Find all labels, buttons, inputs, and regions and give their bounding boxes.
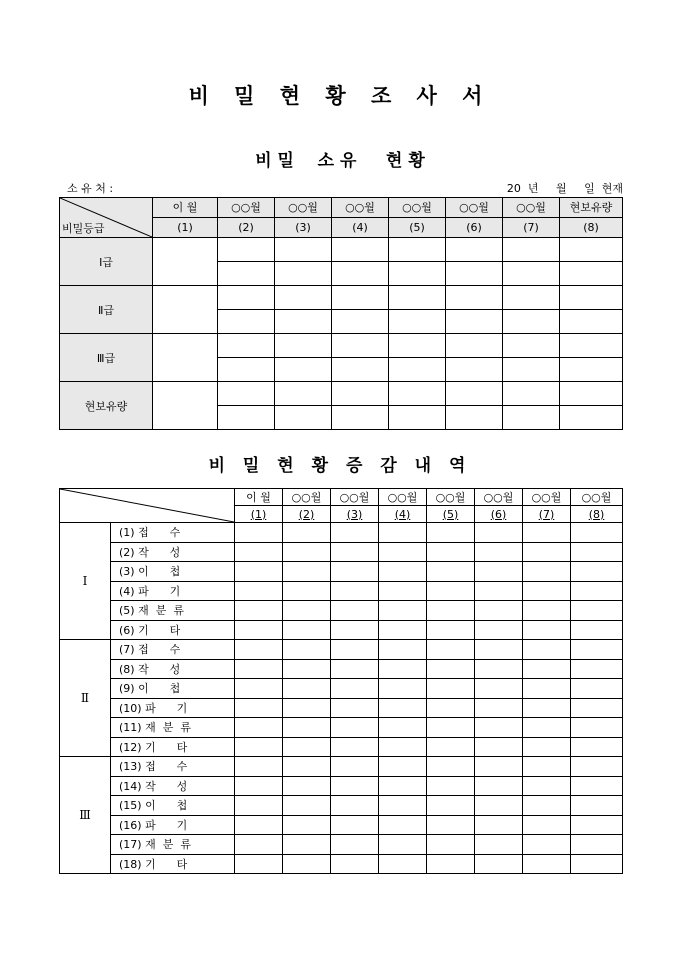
item-label: (5) 재 분 류 <box>111 601 235 621</box>
blank-cell[interactable] <box>475 757 523 777</box>
item-label: (13) 접 수 <box>111 757 235 777</box>
blank-cell[interactable] <box>235 698 283 718</box>
blank-cell[interactable] <box>235 679 283 699</box>
blank-cell[interactable] <box>379 581 427 601</box>
blank-cell[interactable] <box>560 334 623 358</box>
group-label: Ⅰ <box>60 523 111 640</box>
blank-cell[interactable] <box>331 737 379 757</box>
blank-cell[interactable] <box>427 854 475 874</box>
blank-cell[interactable] <box>427 815 475 835</box>
month-header: ○○월 <box>475 489 523 506</box>
month-header: ○○월 <box>379 489 427 506</box>
grade-label: Ⅰ급 <box>60 238 153 286</box>
month-header: ○○월 <box>283 489 331 506</box>
month-number: (6) <box>446 218 503 238</box>
blank-cell[interactable] <box>523 601 571 621</box>
blank-cell[interactable] <box>389 262 446 286</box>
blank-cell[interactable] <box>331 542 379 562</box>
blank-cell[interactable] <box>475 542 523 562</box>
month-number: (8) <box>571 506 623 523</box>
item-label: (4) 파 기 <box>111 581 235 601</box>
blank-cell[interactable] <box>475 640 523 660</box>
blank-cell[interactable] <box>503 286 560 310</box>
blank-cell[interactable] <box>571 581 623 601</box>
blank-cell[interactable] <box>153 382 218 430</box>
blank-cell[interactable] <box>283 581 331 601</box>
blank-cell[interactable] <box>331 601 379 621</box>
blank-cell[interactable] <box>283 698 331 718</box>
date-text: 20 년 월 일 현재 <box>506 182 623 195</box>
item-label: (6) 기 타 <box>111 620 235 640</box>
blank-cell[interactable] <box>283 640 331 660</box>
table-row <box>60 737 623 757</box>
blank-cell[interactable] <box>571 835 623 855</box>
month-header: ○○월 <box>446 198 503 218</box>
blank-cell[interactable] <box>427 757 475 777</box>
blank-cell[interactable] <box>427 659 475 679</box>
month-number: (1) <box>235 506 283 523</box>
month-number: (6) <box>475 506 523 523</box>
month-header: 현보유량 <box>560 198 623 218</box>
blank-cell[interactable] <box>446 310 503 334</box>
blank-cell[interactable] <box>153 286 218 334</box>
blank-cell[interactable] <box>571 796 623 816</box>
blank-cell[interactable] <box>235 835 283 855</box>
blank-cell[interactable] <box>283 776 331 796</box>
blank-cell[interactable] <box>475 698 523 718</box>
item-label: (2) 작 성 <box>111 542 235 562</box>
corner-label: 비밀등급 <box>62 222 105 235</box>
blank-cell[interactable] <box>235 523 283 543</box>
blank-cell[interactable] <box>446 382 503 406</box>
blank-cell[interactable] <box>427 601 475 621</box>
month-number: (7) <box>503 218 560 238</box>
item-label: (7) 접 수 <box>111 640 235 660</box>
blank-cell[interactable] <box>571 679 623 699</box>
blank-cell[interactable] <box>379 796 427 816</box>
blank-cell[interactable] <box>283 796 331 816</box>
blank-cell[interactable] <box>427 640 475 660</box>
blank-cell[interactable] <box>503 382 560 406</box>
month-number: (5) <box>427 506 475 523</box>
section1-title-part: 비 밀 <box>255 151 294 171</box>
blank-cell[interactable] <box>153 334 218 382</box>
blank-cell[interactable] <box>427 835 475 855</box>
item-label: (14) 작 성 <box>111 776 235 796</box>
holdings-table <box>59 197 623 430</box>
blank-cell[interactable] <box>218 382 275 406</box>
blank-cell[interactable] <box>523 640 571 660</box>
blank-cell[interactable] <box>571 523 623 543</box>
blank-cell[interactable] <box>331 562 379 582</box>
blank-cell[interactable] <box>235 581 283 601</box>
blank-cell[interactable] <box>427 620 475 640</box>
blank-cell[interactable] <box>235 776 283 796</box>
blank-cell[interactable] <box>283 835 331 855</box>
table-row <box>60 620 623 640</box>
blank-cell[interactable] <box>379 698 427 718</box>
blank-cell[interactable] <box>218 286 275 310</box>
table-row <box>60 815 623 835</box>
table-row <box>60 854 623 874</box>
blank-cell[interactable] <box>475 620 523 640</box>
blank-cell[interactable] <box>560 286 623 310</box>
blank-cell[interactable] <box>283 679 331 699</box>
blank-cell[interactable] <box>427 776 475 796</box>
blank-cell[interactable] <box>235 659 283 679</box>
blank-cell[interactable] <box>331 776 379 796</box>
blank-cell[interactable] <box>560 382 623 406</box>
grade-row <box>60 382 623 406</box>
blank-cell[interactable] <box>379 523 427 543</box>
blank-cell[interactable] <box>523 815 571 835</box>
item-label: (18) 기 타 <box>111 854 235 874</box>
blank-cell[interactable] <box>446 334 503 358</box>
month-header: 이 월 <box>153 198 218 218</box>
blank-cell[interactable] <box>523 542 571 562</box>
blank-cell[interactable] <box>275 382 332 406</box>
blank-cell[interactable] <box>283 542 331 562</box>
blank-cell[interactable] <box>235 601 283 621</box>
blank-cell[interactable] <box>283 854 331 874</box>
blank-cell[interactable] <box>332 310 389 334</box>
month-number: (2) <box>218 218 275 238</box>
blank-cell[interactable] <box>446 358 503 382</box>
changes-table <box>59 488 623 874</box>
blank-cell[interactable] <box>475 815 523 835</box>
blank-cell[interactable] <box>475 679 523 699</box>
blank-cell[interactable] <box>523 776 571 796</box>
month-number: (1) <box>153 218 218 238</box>
blank-cell[interactable] <box>560 238 623 262</box>
item-label: (12) 기 타 <box>111 737 235 757</box>
blank-cell[interactable] <box>218 262 275 286</box>
corner-header <box>60 489 235 523</box>
month-header: ○○월 <box>523 489 571 506</box>
blank-cell[interactable] <box>379 854 427 874</box>
blank-cell[interactable] <box>235 854 283 874</box>
blank-cell[interactable] <box>218 238 275 262</box>
group-label: Ⅲ <box>60 757 111 874</box>
blank-cell[interactable] <box>332 382 389 406</box>
blank-cell[interactable] <box>331 698 379 718</box>
blank-cell[interactable] <box>389 286 446 310</box>
blank-cell[interactable] <box>523 659 571 679</box>
table-row <box>60 776 623 796</box>
blank-cell[interactable] <box>331 523 379 543</box>
blank-cell[interactable] <box>571 562 623 582</box>
blank-cell[interactable] <box>389 334 446 358</box>
blank-cell[interactable] <box>218 358 275 382</box>
blank-cell[interactable] <box>235 542 283 562</box>
blank-cell[interactable] <box>331 815 379 835</box>
blank-cell[interactable] <box>332 406 389 430</box>
month-header: ○○월 <box>571 489 623 506</box>
blank-cell[interactable] <box>389 406 446 430</box>
blank-cell[interactable] <box>283 815 331 835</box>
blank-cell[interactable] <box>331 620 379 640</box>
month-number: (3) <box>331 506 379 523</box>
blank-cell[interactable] <box>427 581 475 601</box>
blank-cell[interactable] <box>331 718 379 738</box>
blank-cell[interactable] <box>446 262 503 286</box>
blank-cell[interactable] <box>379 640 427 660</box>
blank-cell[interactable] <box>523 835 571 855</box>
grade-row <box>60 286 623 310</box>
table-row <box>60 698 623 718</box>
month-number: (2) <box>283 506 331 523</box>
blank-cell[interactable] <box>331 757 379 777</box>
table-row <box>60 659 623 679</box>
blank-cell[interactable] <box>283 659 331 679</box>
blank-cell[interactable] <box>571 698 623 718</box>
month-number: (8) <box>560 218 623 238</box>
blank-cell[interactable] <box>218 334 275 358</box>
blank-cell[interactable] <box>283 718 331 738</box>
blank-cell[interactable] <box>571 737 623 757</box>
blank-cell[interactable] <box>560 358 623 382</box>
blank-cell[interactable] <box>446 238 503 262</box>
blank-cell[interactable] <box>218 406 275 430</box>
blank-cell[interactable] <box>523 737 571 757</box>
month-number: (4) <box>332 218 389 238</box>
owner-label: 소 유 처 : <box>67 182 114 195</box>
blank-cell[interactable] <box>331 659 379 679</box>
blank-cell[interactable] <box>475 796 523 816</box>
blank-cell[interactable] <box>427 796 475 816</box>
blank-cell[interactable] <box>475 737 523 757</box>
blank-cell[interactable] <box>389 358 446 382</box>
blank-cell[interactable] <box>379 835 427 855</box>
blank-cell[interactable] <box>235 757 283 777</box>
item-label: (3) 이 첩 <box>111 562 235 582</box>
blank-cell[interactable] <box>571 757 623 777</box>
blank-cell[interactable] <box>332 358 389 382</box>
blank-cell[interactable] <box>523 698 571 718</box>
blank-cell[interactable] <box>475 718 523 738</box>
month-header: ○○월 <box>218 198 275 218</box>
grade-label: Ⅱ급 <box>60 286 153 334</box>
section1-title <box>0 146 680 171</box>
group-label: Ⅱ <box>60 640 111 757</box>
month-number: (7) <box>523 506 571 523</box>
month-header: ○○월 <box>389 198 446 218</box>
blank-cell[interactable] <box>389 382 446 406</box>
blank-cell[interactable] <box>427 718 475 738</box>
blank-cell[interactable] <box>571 542 623 562</box>
grade-row <box>60 238 623 262</box>
blank-cell[interactable] <box>283 620 331 640</box>
blank-cell[interactable] <box>446 406 503 430</box>
blank-cell[interactable] <box>379 562 427 582</box>
blank-cell[interactable] <box>275 358 332 382</box>
table-row <box>60 523 623 543</box>
blank-cell[interactable] <box>560 406 623 430</box>
blank-cell[interactable] <box>571 815 623 835</box>
month-header: ○○월 <box>331 489 379 506</box>
blank-cell[interactable] <box>332 262 389 286</box>
table-row <box>60 757 623 777</box>
item-label: (17) 재 분 류 <box>111 835 235 855</box>
blank-cell[interactable] <box>523 620 571 640</box>
blank-cell[interactable] <box>427 679 475 699</box>
blank-cell[interactable] <box>275 334 332 358</box>
table-row <box>60 640 623 660</box>
grade-label: Ⅲ급 <box>60 334 153 382</box>
item-label: (1) 접 수 <box>111 523 235 543</box>
grade-row <box>60 334 623 358</box>
blank-cell[interactable] <box>331 835 379 855</box>
blank-cell[interactable] <box>235 620 283 640</box>
section2-title: 비 밀 현 황 증 감 내 역 <box>208 456 472 476</box>
blank-cell[interactable] <box>283 601 331 621</box>
blank-cell[interactable] <box>571 640 623 660</box>
grade-label: 현보유량 <box>60 382 153 430</box>
item-label: (15) 이 첩 <box>111 796 235 816</box>
month-header: ○○월 <box>275 198 332 218</box>
blank-cell[interactable] <box>235 562 283 582</box>
item-label: (10) 파 기 <box>111 698 235 718</box>
blank-cell[interactable] <box>475 562 523 582</box>
blank-cell[interactable] <box>379 659 427 679</box>
blank-cell[interactable] <box>379 815 427 835</box>
blank-cell[interactable] <box>560 310 623 334</box>
blank-cell[interactable] <box>283 562 331 582</box>
table-row <box>60 581 623 601</box>
table-row <box>60 542 623 562</box>
blank-cell[interactable] <box>503 238 560 262</box>
blank-cell[interactable] <box>379 601 427 621</box>
blank-cell[interactable] <box>332 334 389 358</box>
blank-cell[interactable] <box>503 358 560 382</box>
table-row <box>60 601 623 621</box>
blank-cell[interactable] <box>379 737 427 757</box>
blank-cell[interactable] <box>503 334 560 358</box>
blank-cell[interactable] <box>446 286 503 310</box>
blank-cell[interactable] <box>475 776 523 796</box>
blank-cell[interactable] <box>275 310 332 334</box>
blank-cell[interactable] <box>427 542 475 562</box>
blank-cell[interactable] <box>571 854 623 874</box>
blank-cell[interactable] <box>523 854 571 874</box>
table-row <box>60 679 623 699</box>
blank-cell[interactable] <box>331 679 379 699</box>
month-header: ○○월 <box>503 198 560 218</box>
blank-cell[interactable] <box>475 523 523 543</box>
month-number: (3) <box>275 218 332 238</box>
blank-cell[interactable] <box>275 286 332 310</box>
month-header: ○○월 <box>427 489 475 506</box>
month-number: (5) <box>389 218 446 238</box>
blank-cell[interactable] <box>475 835 523 855</box>
blank-cell[interactable] <box>523 718 571 738</box>
blank-cell[interactable] <box>379 620 427 640</box>
blank-cell[interactable] <box>571 620 623 640</box>
blank-cell[interactable] <box>560 262 623 286</box>
month-header: ○○월 <box>332 198 389 218</box>
blank-cell[interactable] <box>503 406 560 430</box>
blank-cell[interactable] <box>275 262 332 286</box>
blank-cell[interactable] <box>331 854 379 874</box>
blank-cell[interactable] <box>523 523 571 543</box>
blank-cell[interactable] <box>503 262 560 286</box>
item-label: (16) 파 기 <box>111 815 235 835</box>
blank-cell[interactable] <box>379 757 427 777</box>
blank-cell[interactable] <box>283 523 331 543</box>
blank-cell[interactable] <box>523 581 571 601</box>
table-row <box>60 835 623 855</box>
blank-cell[interactable] <box>475 854 523 874</box>
blank-cell[interactable] <box>427 523 475 543</box>
blank-cell[interactable] <box>389 310 446 334</box>
corner-header <box>60 198 153 238</box>
blank-cell[interactable] <box>332 286 389 310</box>
blank-cell[interactable] <box>379 718 427 738</box>
blank-cell[interactable] <box>475 601 523 621</box>
blank-cell[interactable] <box>571 659 623 679</box>
blank-cell[interactable] <box>389 238 446 262</box>
blank-cell[interactable] <box>427 562 475 582</box>
blank-cell[interactable] <box>235 815 283 835</box>
section1-title-part: 소 유 <box>317 151 357 171</box>
blank-cell[interactable] <box>235 796 283 816</box>
blank-cell[interactable] <box>153 238 218 286</box>
blank-cell[interactable] <box>523 757 571 777</box>
blank-cell[interactable] <box>427 698 475 718</box>
blank-cell[interactable] <box>218 310 275 334</box>
blank-cell[interactable] <box>379 542 427 562</box>
blank-cell[interactable] <box>331 640 379 660</box>
blank-cell[interactable] <box>379 679 427 699</box>
blank-cell[interactable] <box>571 718 623 738</box>
blank-cell[interactable] <box>332 238 389 262</box>
blank-cell[interactable] <box>235 640 283 660</box>
blank-cell[interactable] <box>571 601 623 621</box>
blank-cell[interactable] <box>275 406 332 430</box>
section1-title-part: 현 황 <box>386 151 425 171</box>
blank-cell[interactable] <box>331 796 379 816</box>
blank-cell[interactable] <box>235 718 283 738</box>
blank-cell[interactable] <box>475 581 523 601</box>
blank-cell[interactable] <box>427 737 475 757</box>
item-label: (9) 이 첩 <box>111 679 235 699</box>
blank-cell[interactable] <box>475 659 523 679</box>
blank-cell[interactable] <box>571 776 623 796</box>
month-number: (4) <box>379 506 427 523</box>
blank-cell[interactable] <box>379 776 427 796</box>
table-row <box>60 718 623 738</box>
blank-cell[interactable] <box>235 737 283 757</box>
item-label: (11) 재 분 류 <box>111 718 235 738</box>
table-row <box>60 796 623 816</box>
item-label: (8) 작 성 <box>111 659 235 679</box>
blank-cell[interactable] <box>523 796 571 816</box>
blank-cell[interactable] <box>283 737 331 757</box>
blank-cell[interactable] <box>523 562 571 582</box>
blank-cell[interactable] <box>503 310 560 334</box>
table-row <box>60 562 623 582</box>
blank-cell[interactable] <box>523 679 571 699</box>
blank-cell[interactable] <box>283 757 331 777</box>
blank-cell[interactable] <box>275 238 332 262</box>
page-title: 비 밀 현 황 조 사 서 <box>188 83 492 108</box>
month-header: 이 월 <box>235 489 283 506</box>
blank-cell[interactable] <box>331 581 379 601</box>
